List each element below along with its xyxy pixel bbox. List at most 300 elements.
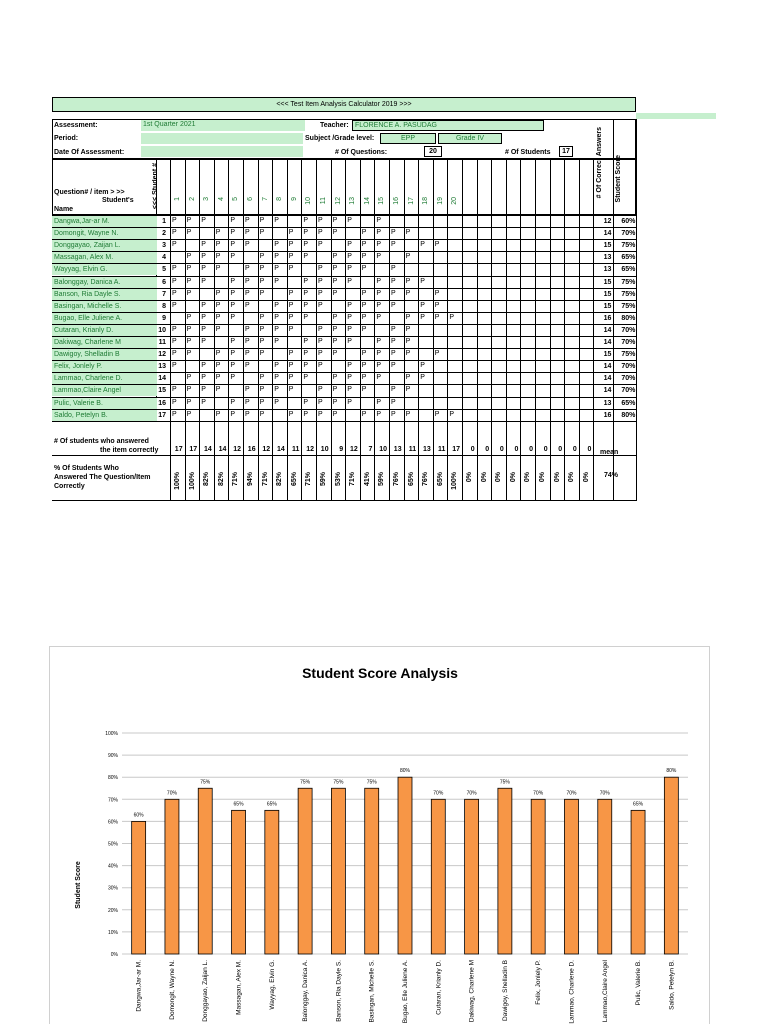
correct-count: 14 [603,339,612,346]
item-number: 15 [378,197,386,205]
x-tick-label: Cutaran, Krianly D. [435,960,443,1015]
answer-mark: P [172,241,177,249]
answer-mark: P [288,410,294,418]
answered-count: 12 [233,446,241,453]
correct-count: 14 [603,326,612,334]
grid-col-line [636,119,637,501]
answer-mark: P [376,253,382,261]
item-percent: 82% [276,472,284,487]
correct-count: 16 [603,411,612,419]
answer-mark: P [230,313,236,321]
answer-mark: P [318,386,323,394]
student-score: 75% [621,290,636,298]
y-tick-label: 50% [107,841,118,848]
answer-mark: P [201,253,206,261]
answer-mark: P [259,398,265,406]
item-percent: 71% [261,472,269,487]
x-tick-label: Felix, Jonlely P. [535,960,543,1005]
answer-mark: P [288,265,294,273]
student-name: Lammao,Claire Angel [52,385,157,396]
bar-data-label: 70% [466,790,477,797]
subject-field[interactable]: EPP [380,133,436,144]
answered-count: 14 [218,446,227,453]
answer-mark: P [347,386,352,394]
assessment-label: Assessment: [54,122,98,129]
answer-mark: P [347,362,352,370]
bar [331,788,345,954]
answered-count: 0 [543,446,548,453]
bar-data-label: 80% [666,768,677,775]
answer-mark: P [332,398,338,406]
answer-mark: P [405,277,411,285]
answer-mark: P [332,253,338,261]
answer-mark: P [259,265,265,273]
answer-mark: P [332,289,338,297]
answer-mark: P [332,374,338,382]
answer-mark: P [172,350,177,358]
student-score: 75% [621,278,636,286]
item-number: 4 [217,197,225,201]
answer-mark: P [318,398,323,406]
answer-mark: P [274,301,279,309]
item-number: 5 [232,197,240,201]
correct-count: 13 [603,254,612,262]
item-number: 13 [349,197,357,205]
answer-mark: P [361,313,367,321]
answered-count: 13 [422,446,431,453]
item-percent: 59% [320,472,327,487]
answer-mark: P [449,313,455,321]
answer-mark: P [288,301,294,309]
answer-mark: P [434,350,440,358]
x-tick-label: Dawigoy, Shelladin B [501,960,509,1021]
bar [265,810,279,954]
answer-mark: P [288,313,294,321]
answer-mark: P [405,313,411,321]
answer-mark: P [274,265,279,273]
answer-mark: P [303,217,309,224]
bar-data-label: 75% [499,779,510,786]
x-tick-label: Dangwa,Jar-ar M. [135,960,143,1012]
bar-data-label: 70% [599,790,610,797]
sheet-title: <<< Test Item Analysis Calculator 2019 >>> [52,97,636,112]
answer-mark: P [391,325,396,333]
answer-mark: P [274,362,279,370]
answer-mark: P [201,313,206,321]
item-header-question: Question# / item > >> [54,189,125,196]
item-percent: 65% [290,472,298,487]
pct-label-1: % Of Students Who [54,465,119,472]
student-number: 1 [162,218,166,225]
item-number: 2 [188,197,196,201]
answer-mark: P [288,241,294,249]
bar [498,788,512,954]
answer-mark: P [186,217,192,224]
questions-value[interactable]: 20 [424,146,442,157]
answer-mark: P [288,350,294,358]
answered-count: 12 [349,446,358,453]
correct-count: 14 [603,375,612,383]
student-score: 70% [621,375,636,383]
answer-mark: P [274,386,279,394]
answer-mark: P [172,289,177,297]
bar [398,777,412,954]
answer-mark: P [405,325,411,333]
bar-data-label: 70% [566,790,577,797]
bar-data-label: 75% [366,779,377,786]
bar-data-label: 65% [266,801,277,808]
bar [198,788,212,954]
answer-mark: P [405,410,411,418]
answer-mark: P [318,229,323,237]
correct-count: 14 [603,363,612,371]
item-percent: 65% [436,472,444,487]
answer-mark: P [186,313,192,321]
answer-mark: P [332,217,338,224]
bar [564,799,578,954]
answer-mark: P [215,301,221,309]
student-name: Felix, Jonlely P. [52,361,157,372]
answer-mark: P [274,398,279,406]
answer-mark: P [303,241,309,249]
answer-mark: P [172,338,177,345]
answer-mark: P [332,350,338,358]
answer-mark: P [361,374,367,382]
answer-mark: P [376,338,382,345]
correct-count: 15 [603,290,612,298]
answer-mark: P [391,362,396,370]
answer-mark: P [186,398,192,406]
answer-mark: P [215,410,221,418]
answer-mark: P [391,289,396,297]
answer-mark: P [391,398,396,406]
answer-mark: P [361,386,367,394]
students-value[interactable]: 17 [559,146,573,157]
answer-mark: P [201,277,206,285]
answer-mark: P [347,301,352,309]
chart-svg [50,647,709,1025]
answer-mark: P [259,386,265,394]
bar [232,810,246,954]
chart-ylabel: Student Score [75,861,82,909]
answer-mark: P [186,374,192,382]
answer-mark: P [376,301,382,309]
answer-mark: P [391,241,396,249]
answer-mark: P [201,265,206,273]
answer-mark: P [186,253,192,261]
answer-mark: P [288,289,294,297]
answer-mark: P [361,265,367,273]
assessment-field[interactable]: 1st Quarter 2021 [141,120,305,131]
x-tick-label: Domongit, Wayne N. [168,960,176,1020]
answer-mark: P [215,241,221,249]
student-number: 9 [162,314,166,322]
answer-mark: P [420,277,425,285]
answered-count: 9 [339,446,344,453]
answered-count: 16 [247,446,256,453]
answer-mark: P [318,325,323,333]
answer-mark: P [201,338,206,345]
correct-count: 14 [603,230,612,238]
pct-label-2: Answered The Question/Item [54,474,151,481]
item-percent: 76% [422,472,430,487]
correct-count: 13 [603,266,612,274]
mean-value: 74% [604,472,619,479]
answer-mark: P [201,241,206,249]
answer-mark: P [391,338,396,345]
correct-count: 15 [603,302,612,310]
answered-count: 0 [514,446,519,453]
table-row [52,421,636,422]
student-score: 80% [621,411,636,419]
answer-mark: P [376,313,382,321]
answer-mark: P [332,410,338,418]
answer-mark: P [186,289,192,297]
x-tick-label: Lammao, Charlene D. [568,960,576,1024]
answer-mark: P [391,350,396,358]
answer-mark: P [347,253,352,261]
answer-mark: P [318,265,323,273]
student-name: Wayyag, Elvin G. [52,264,157,275]
answer-mark: P [230,338,236,345]
student-number: 11 [158,339,166,346]
bar-data-label: 75% [200,779,211,786]
answer-mark: P [230,253,236,261]
answer-mark: P [303,350,309,358]
answer-mark: P [405,338,411,345]
answer-mark: P [303,362,309,370]
answer-mark: P [376,410,382,418]
y-tick-label: 40% [107,863,118,870]
answer-mark: P [288,229,294,237]
answer-mark: P [318,301,323,309]
student-number: 7 [162,290,166,298]
answer-mark: P [332,325,338,333]
item-percent: 100% [451,472,459,490]
student-score-chart [49,646,710,1024]
answer-mark: P [274,217,279,224]
answer-mark: P [230,410,236,418]
y-tick-label: 80% [107,775,118,782]
bar [165,799,179,954]
answer-mark: P [288,362,294,370]
bar [132,821,146,954]
answer-mark: P [259,277,265,285]
student-name: Bugao, Elle Juliene A. [52,313,157,324]
answer-mark: P [245,362,250,370]
answer-mark: P [361,253,367,261]
answer-mark: P [449,410,455,418]
answer-mark: P [347,374,352,382]
answer-mark: P [376,289,382,297]
bar-data-label: 65% [233,801,244,808]
correct-count: 16 [603,314,612,322]
student-name: Massagan, Alex M. [52,252,157,263]
x-tick-label: Banson, Ria Dayle S. [335,960,343,1022]
student-number: 10 [158,326,166,334]
y-tick-label: 20% [107,907,118,914]
answer-mark: P [361,410,367,418]
answer-mark: P [230,374,236,382]
answer-mark: P [391,301,396,309]
answer-mark: P [332,313,338,321]
summary-row-line [52,455,636,456]
student-number: 3 [162,242,166,250]
item-percent: 53% [334,472,342,487]
answer-mark: P [245,265,250,273]
student-number: 4 [162,254,166,262]
answer-mark: P [303,313,309,321]
student-name: Dakiwag, Charlene M [52,337,157,348]
answer-mark: P [405,374,411,382]
answer-mark: P [245,241,250,249]
answer-mark: P [318,217,323,224]
answer-mark: P [303,229,309,237]
answer-mark: P [303,289,309,297]
answer-mark: P [259,313,265,321]
item-number: 8 [276,197,284,201]
correct-count: 14 [603,387,612,395]
x-tick-label: Wayyag, Elvin G. [268,960,276,1010]
y-tick-label: 70% [107,797,118,804]
answered-count: 0 [499,446,504,453]
answer-mark: P [274,241,279,249]
item-number: 3 [203,197,211,201]
answered-count: 0 [558,446,563,453]
item-number: 20 [451,197,459,205]
period-label: Period: [54,135,79,142]
answer-mark: P [391,386,396,394]
teacher-field[interactable]: FLORENCE A. PASUDAG [352,120,544,131]
student-score: 75% [621,302,636,310]
answer-mark: P [215,289,221,297]
student-score: 80% [621,314,636,322]
answer-mark: P [259,374,265,382]
answer-mark: P [259,350,265,358]
student-name: Banson, Ria Dayle S. [52,289,157,300]
student-score: 70% [621,387,636,395]
answer-mark: P [201,301,206,309]
answer-mark: P [347,241,352,249]
answer-mark: P [201,325,206,333]
answer-mark: P [245,338,250,345]
student-score: 75% [621,242,636,250]
item-percent: 65% [407,472,415,487]
answer-mark: P [347,313,352,321]
answer-mark: P [245,289,250,297]
bar [631,810,645,954]
answer-mark: P [186,229,192,237]
student-number: 16 [158,399,166,407]
chart-bars [132,768,679,1023]
answered-count: 11 [291,446,300,453]
answer-mark: P [186,338,192,345]
item-number: 17 [407,197,415,205]
answer-mark: P [259,325,265,333]
student-name: Balonggay, Danica A. [52,277,157,288]
answer-mark: P [201,386,206,394]
answered-count: 11 [437,446,446,453]
item-number: 12 [334,197,342,205]
answer-mark: P [420,362,425,370]
answer-mark: P [361,229,367,237]
answer-mark: P [172,301,177,309]
x-tick-label: Massagan, Alex M. [235,960,243,1015]
answer-mark: P [186,277,192,285]
student-number: 2 [162,230,166,238]
chart-title: Student Score Analysis [302,665,458,681]
correct-count: 13 [603,399,612,407]
answered-count: 7 [368,446,373,453]
answer-mark: P [391,410,396,418]
answer-mark: P [405,289,411,297]
answer-mark: P [376,398,382,406]
answer-mark: P [172,410,177,418]
item-number: 6 [247,197,254,201]
item-percent: 100% [174,472,181,490]
student-number: 15 [158,387,166,395]
subject-label: Subject /Grade level: [305,135,375,142]
answer-mark: P [186,350,192,358]
answered-count: 14 [203,446,212,453]
answer-mark: P [288,325,294,333]
student-score: 65% [621,254,636,262]
answered-count: 13 [393,446,402,453]
grade-field[interactable]: Grade IV [438,133,502,144]
answer-mark: P [420,241,425,249]
bar [431,799,445,954]
answered-count: 10 [320,446,329,453]
answer-mark: P [288,386,294,394]
item-header-student: Student's [102,197,134,204]
item-percent: 82% [203,472,211,487]
bar [664,777,678,954]
bar-data-label: 75% [333,779,344,786]
answer-mark: P [376,350,382,358]
answered-count: 14 [276,446,285,453]
answer-mark: P [172,229,177,237]
y-tick-label: 90% [107,753,118,760]
bar-data-label: 65% [633,801,644,808]
answered-count: 0 [572,446,577,453]
answer-mark: P [347,265,352,273]
student-score: 70% [621,230,636,238]
answer-mark: P [405,253,411,261]
answer-mark: P [245,398,250,406]
answer-mark: P [361,301,367,309]
answer-mark: P [303,398,309,406]
mean-label: mean [600,449,619,456]
item-number: 7 [261,197,269,201]
student-name: Dawigoy, Shelladin B [52,349,157,360]
item-analysis-sheet [52,97,636,501]
student-number: 5 [162,266,166,274]
student-name: Domongit, Wayne N. [52,228,157,239]
y-tick-label: 10% [107,929,118,936]
answer-mark: P [259,338,265,345]
item-number: 11 [320,197,327,205]
answer-mark: P [259,289,265,297]
correct-count: 15 [603,351,612,359]
x-tick-label: Saldo, Petelyn B. [668,960,676,1010]
sheet-edge-strip [636,113,716,119]
answer-mark: P [332,265,338,273]
student-name: Lammao, Charlene D. [52,373,157,384]
questions-label: # Of Questions: [335,149,388,156]
answer-mark: P [332,386,338,394]
student-score: 70% [621,339,636,346]
student-name: Saldo, Petelyn B. [52,410,157,421]
